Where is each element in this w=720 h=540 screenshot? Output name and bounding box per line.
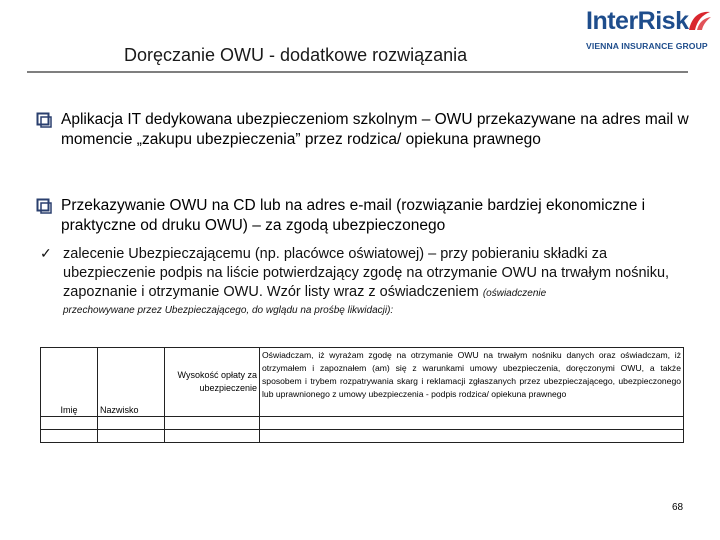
sub-bullet-note-start: (oświadczenie — [482, 288, 547, 299]
sub-bullet-note: przechowywane przez Ubezpieczającego, do wglądu na prośbę likwidacji): — [63, 305, 394, 316]
table-header-row — [41, 348, 684, 417]
table-row — [41, 417, 684, 430]
header-fee-amount: Wysokość opłaty za ubezpieczenie — [165, 348, 260, 417]
table-cell — [260, 417, 684, 430]
logo-subtitle: VIENNA INSURANCE GROUP — [586, 41, 708, 51]
company-logo — [582, 5, 712, 55]
bullet-item — [36, 196, 691, 236]
table-row — [41, 430, 684, 443]
sub-bullet-main-text: zalecenie Ubezpieczającemu (np. placówce oświatowej) – przy pobieraniu składki za ubezpieczenie podpis na liście potwierdzający zgodę na otrzymanie OWU na trwałym nośniku, zapoznanie i otrzymanie OWU. Wzór listy wraz z oświadczeniem — [63, 246, 670, 300]
consent-form-table — [40, 347, 684, 443]
page-number: 68 — [672, 502, 684, 513]
logo-mark-icon — [686, 8, 712, 34]
header-consent-statement: Oświadczam, iż wyrażam zgodę na otrzymanie OWU na trwałym nośniku danych oraz oświadczam, iż otrzymałem i zapoznałem (am) się z warunkami umowy ubezpieczenia, doręczonymi OWU, a także sposobem i trybem rozpatrywania skarg i reklamacji zgłaszanych przez ubezpieczającego, ubezpieczonego lub uprawnionego z umowy ubezpieczenia - podpis rodzica/ opiekuna prawnego — [260, 348, 684, 417]
bullet-text: Aplikacja IT dedykowana ubezpieczeniom szkolnym – OWU przekazywane na adres mail w momencie „zakupu ubezpieczenia” przez rodzica/ opiekuna prawnego — [61, 111, 689, 148]
logo-wordmark: InterRisk — [586, 7, 689, 35]
checkmark-icon: ✓ — [40, 245, 52, 261]
table-cell — [165, 430, 260, 443]
table-cell — [41, 430, 98, 443]
checkbox-square-icon — [36, 198, 52, 214]
sub-bullet-text — [63, 245, 683, 303]
bullet-item — [36, 110, 691, 150]
checkbox-square-icon — [36, 112, 52, 128]
table-cell — [98, 417, 165, 430]
header-last-name: Nazwisko — [98, 348, 165, 417]
title-divider — [27, 71, 688, 73]
table-cell — [165, 417, 260, 430]
page-title: Doręczanie OWU - dodatkowe rozwiązania — [124, 45, 468, 65]
table-cell — [260, 430, 684, 443]
bullet-text: Przekazywanie OWU na CD lub na adres e-mail (rozwiązanie bardziej ekonomiczne i praktyczne od druku OWU) – za zgodą ubezpieczonego — [61, 197, 646, 234]
table-cell — [41, 417, 98, 430]
header-first-name: Imię — [41, 348, 98, 417]
table-cell — [98, 430, 165, 443]
sub-bullet-item — [40, 245, 683, 303]
